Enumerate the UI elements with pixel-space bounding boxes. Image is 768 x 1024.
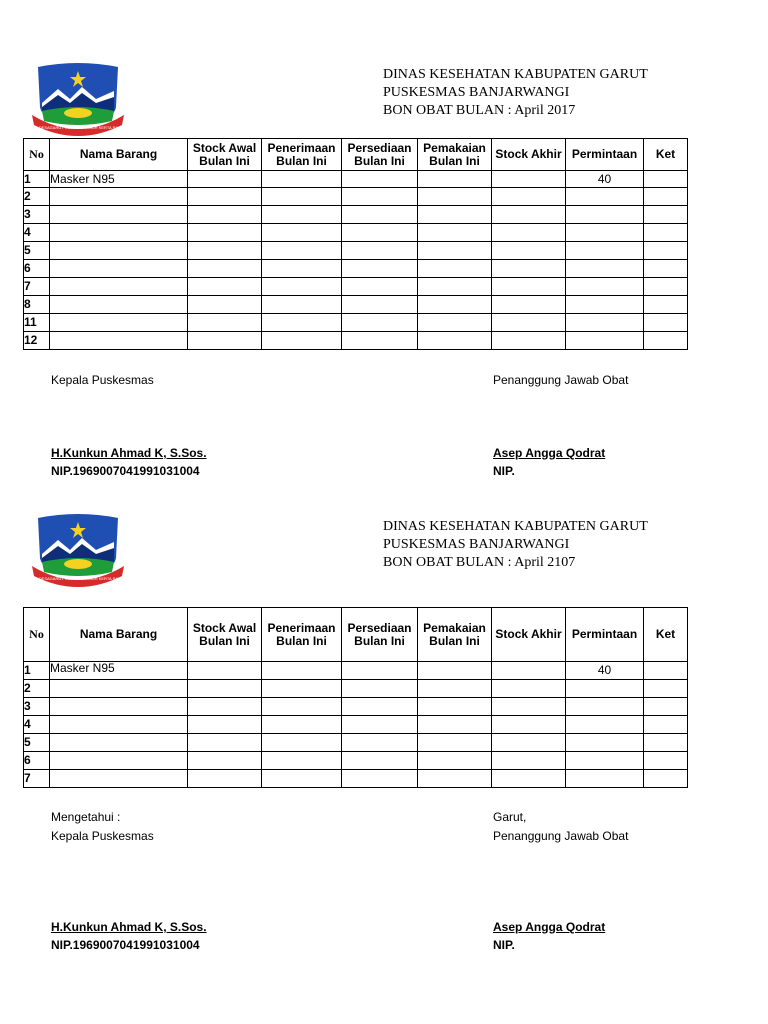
row-number: 6 xyxy=(24,752,50,770)
col-stock-akhir: Stock Akhir xyxy=(492,139,566,171)
col-no: No xyxy=(24,139,50,171)
row-number: 5 xyxy=(24,242,50,260)
row-number: 5 xyxy=(24,734,50,752)
form1-header-puskesmas: PUSKESMAS BANJARWANGI xyxy=(383,85,570,100)
table-row xyxy=(24,224,688,242)
form2-header-puskesmas: PUSKESMAS BANJARWANGI xyxy=(383,537,570,552)
form1-left-title: Kepala Puskesmas xyxy=(51,373,154,387)
form2-right-title: Penanggung Jawab Obat xyxy=(493,829,629,843)
form2-left-pre: Mengetahui : xyxy=(51,810,121,824)
col-persediaan: Persediaan Bulan Ini xyxy=(342,139,418,171)
form1-right-signatory: Asep Angga Qodrat xyxy=(493,446,606,460)
row-number: 2 xyxy=(24,188,50,206)
puskesmas-logo xyxy=(30,514,126,590)
form2-left-title: Kepala Puskesmas xyxy=(51,829,154,843)
table-row xyxy=(24,680,688,698)
col-nama-barang: Nama Barang xyxy=(50,608,188,662)
row-number: 4 xyxy=(24,224,50,242)
col-ket: Ket xyxy=(644,608,688,662)
row-number: 8 xyxy=(24,296,50,314)
item-permintaan: 40 xyxy=(566,662,644,680)
table-row xyxy=(24,752,688,770)
table-row xyxy=(24,278,688,296)
row-number: 12 xyxy=(24,332,50,350)
form2-header-agency: DINAS KESEHATAN KABUPATEN GARUT xyxy=(383,519,648,534)
form1-left-signatory: H.Kunkun Ahmad K, S.Sos. xyxy=(51,446,207,460)
table-row xyxy=(24,206,688,224)
form1-header-agency: DINAS KESEHATAN KABUPATEN GARUT xyxy=(383,67,648,82)
form2-header-row xyxy=(24,608,688,662)
form1-header-row xyxy=(24,139,688,171)
col-stock-akhir: Stock Akhir xyxy=(492,608,566,662)
row-number: 1 xyxy=(24,662,50,680)
puskesmas-logo xyxy=(30,63,126,139)
col-permintaan: Permintaan xyxy=(566,139,644,171)
row-number: 3 xyxy=(24,698,50,716)
form2-right-nip: NIP. xyxy=(493,938,515,952)
col-persediaan: Persediaan Bulan Ini xyxy=(342,608,418,662)
col-pemakaian: Pemakaian Bulan Ini xyxy=(418,139,492,171)
row-number: 7 xyxy=(24,278,50,296)
col-stock-awal: Stock Awal Bulan Ini xyxy=(188,139,262,171)
form2-right-signatory: Asep Angga Qodrat xyxy=(493,920,606,934)
table-row xyxy=(24,296,688,314)
form1-header xyxy=(383,66,648,120)
col-pemakaian: Pemakaian Bulan Ini xyxy=(418,608,492,662)
table-row xyxy=(24,698,688,716)
svg-text:BAGJA DESAGARUT SUBUR MAKMUR K: BAGJA DESAGARUT SUBUR MAKMUR KERTA RAHARJA xyxy=(30,576,126,581)
item-name: Masker N95 xyxy=(50,662,188,680)
col-nama-barang: Nama Barang xyxy=(50,139,188,171)
table-row xyxy=(24,332,688,350)
table-row xyxy=(24,314,688,332)
table-row xyxy=(24,242,688,260)
row-number: 11 xyxy=(24,314,50,332)
table-row xyxy=(24,662,688,680)
form2-left-signatory: H.Kunkun Ahmad K, S.Sos. xyxy=(51,920,207,934)
form2-header-period: BON OBAT BULAN : April 2107 xyxy=(383,555,576,570)
table-row xyxy=(24,260,688,278)
item-permintaan: 40 xyxy=(566,171,644,188)
col-penerimaan: Penerimaan Bulan Ini xyxy=(262,139,342,171)
form1-right-nip: NIP. xyxy=(493,464,515,478)
table-row xyxy=(24,770,688,788)
row-number: 6 xyxy=(24,260,50,278)
form1-right-title: Penanggung Jawab Obat xyxy=(493,373,629,387)
form1-header-period: BON OBAT BULAN : April 2017 xyxy=(383,103,576,118)
col-permintaan: Permintaan xyxy=(566,608,644,662)
row-number: 3 xyxy=(24,206,50,224)
form2-table xyxy=(23,607,688,788)
form2-left-nip: NIP.1969007041991031004 xyxy=(51,938,200,952)
col-penerimaan: Penerimaan Bulan Ini xyxy=(262,608,342,662)
table-row xyxy=(24,171,688,188)
item-name: Masker N95 xyxy=(50,171,188,188)
svg-text:BAGJA DESAGARUT SUBUR MAKMUR K: BAGJA DESAGARUT SUBUR MAKMUR KERTA RAHARJA xyxy=(30,125,126,130)
col-no: No xyxy=(24,608,50,662)
form1-left-nip: NIP.1969007041991031004 xyxy=(51,464,200,478)
row-number: 2 xyxy=(24,680,50,698)
table-row xyxy=(24,716,688,734)
form2-header xyxy=(383,518,648,572)
row-number: 1 xyxy=(24,171,50,188)
row-number: 4 xyxy=(24,716,50,734)
table-row xyxy=(24,734,688,752)
table-row xyxy=(24,188,688,206)
col-stock-awal: Stock Awal Bulan Ini xyxy=(188,608,262,662)
col-ket: Ket xyxy=(644,139,688,171)
row-number: 7 xyxy=(24,770,50,788)
form1-table xyxy=(23,138,688,350)
form2-right-pre: Garut, xyxy=(493,810,527,824)
